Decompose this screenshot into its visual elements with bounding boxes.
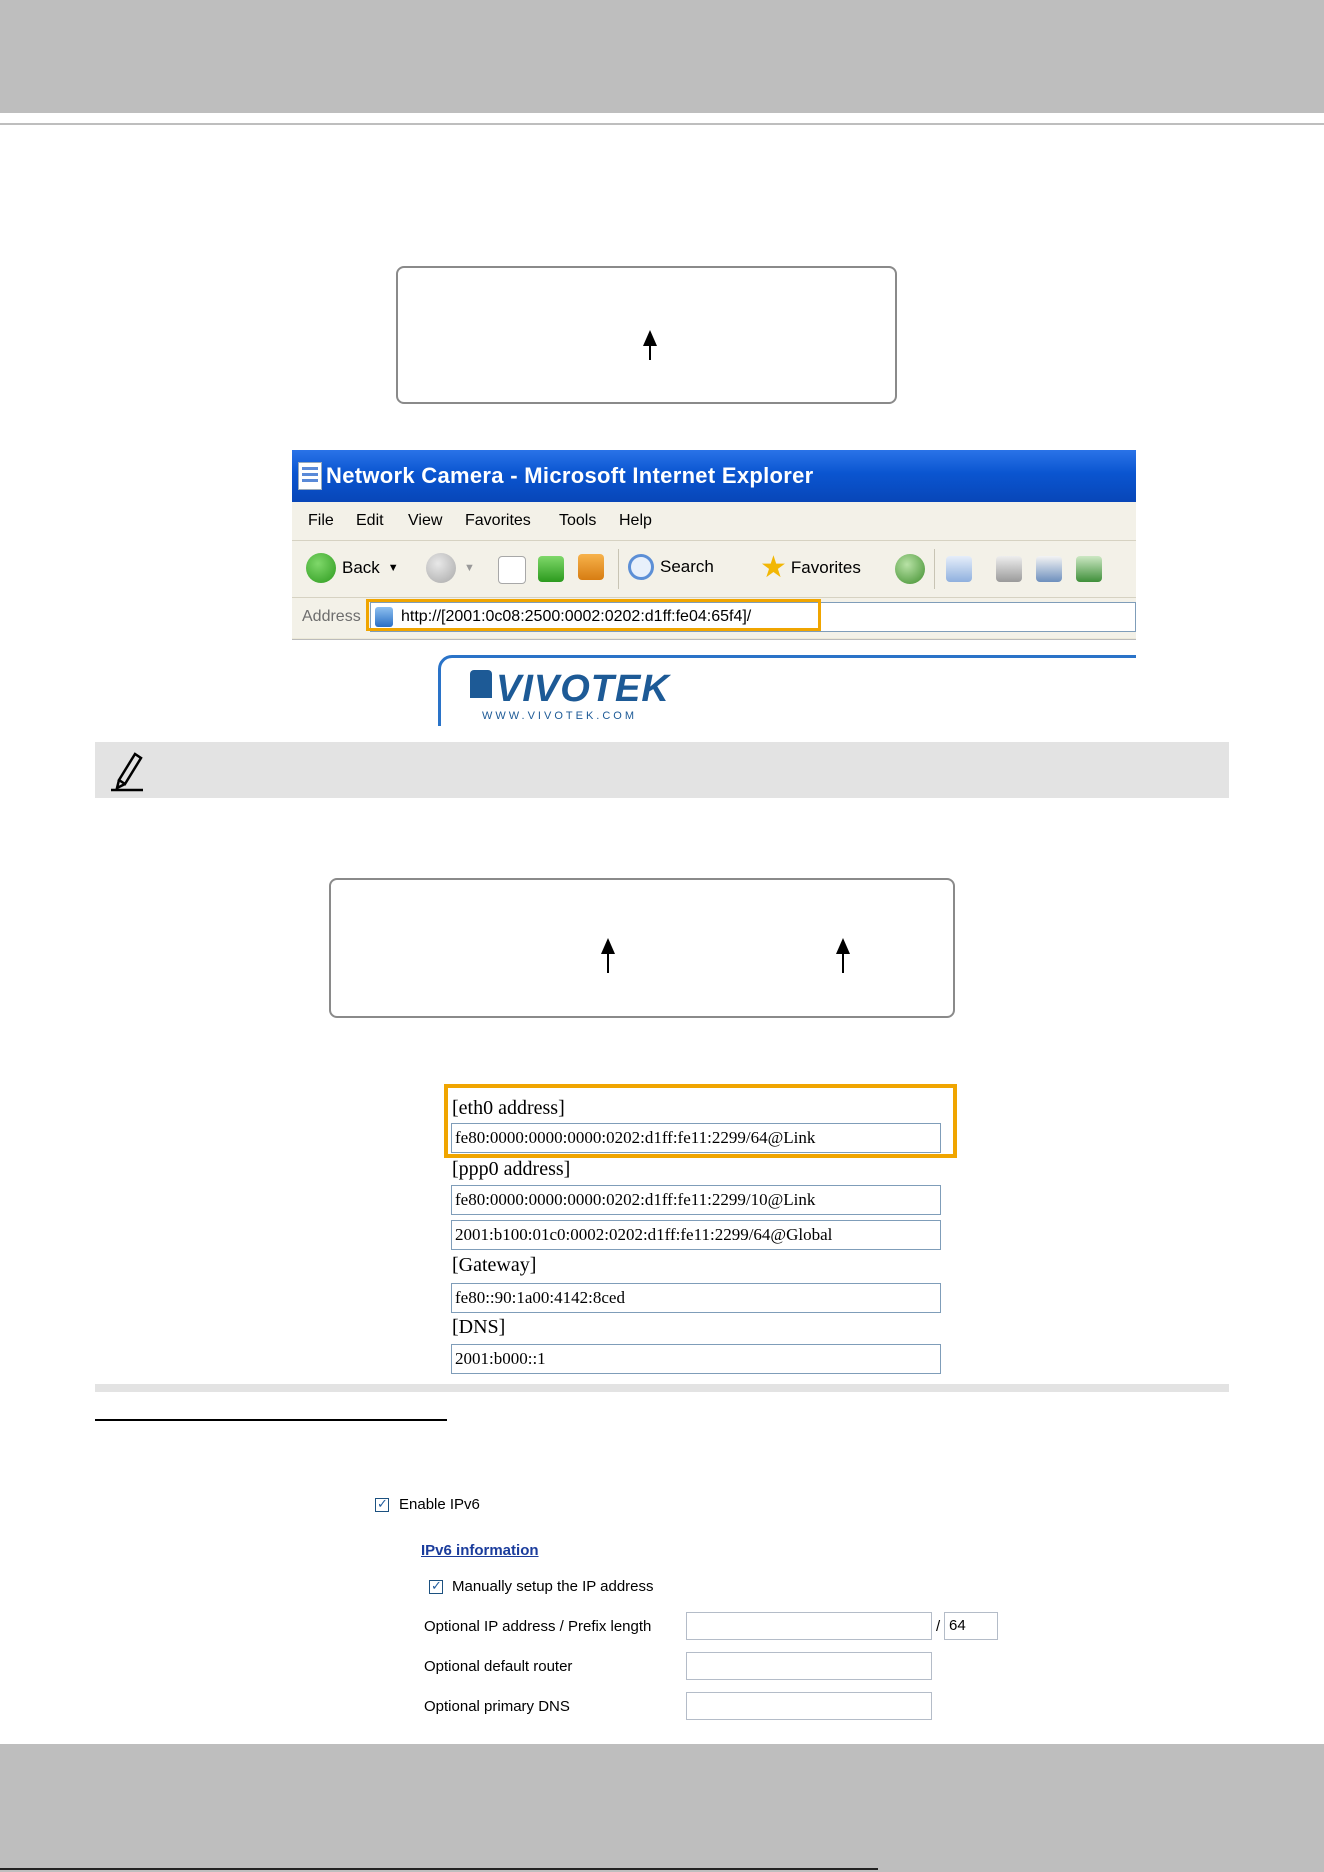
address-url: http://[2001:0c08:2500:0002:0202:d1ff:fe04:65f4]/ [401,608,752,625]
dns-field: 2001:b000::1 [451,1344,941,1374]
dns-label: [DNS] [452,1316,506,1338]
mail-icon[interactable] [946,556,972,582]
address-bar [292,598,1136,638]
ipv6-information-link[interactable]: IPv6 information [421,1542,539,1559]
optional-ip-label: Optional IP address / Prefix length [424,1618,652,1635]
back-button[interactable] [306,553,399,583]
browser-content [292,639,1136,726]
window-icon [298,462,322,490]
favorites-button[interactable] [760,553,861,583]
back-arrow-icon [306,553,336,583]
stop-icon[interactable] [498,556,526,584]
messenger-icon[interactable] [1076,556,1102,582]
browser-title-bar [292,450,1136,502]
forward-button[interactable] [426,553,475,583]
enable-ipv6-label: Enable IPv6 [399,1496,480,1513]
browser-toolbar [292,541,1136,598]
vivotek-logo: VIVOTEK [496,668,670,710]
toolbar-separator [934,549,935,589]
menu-help[interactable]: Help [619,512,652,529]
url-highlight-box [366,599,821,631]
up-arrow-icon [649,344,651,360]
ppp0-address-field-2: 2001:b100:01c0:0002:0202:d1ff:fe11:2299/64@Global [451,1220,941,1250]
header-band [0,0,1324,113]
default-router-label: Optional default router [424,1658,573,1675]
ppp0-address-field-1: fe80:0000:0000:0000:0202:d1ff:fe11:2299/10@Link [451,1185,941,1215]
prefix-separator: / [936,1618,941,1635]
eth0-address-field: fe80:0000:0000:0000:0202:d1ff:fe11:2299/64@Link [451,1123,941,1153]
menu-view[interactable]: View [408,512,443,529]
back-label: Back [342,558,380,577]
star-icon: ★ [760,551,787,584]
menu-favorites[interactable]: Favorites [465,512,531,529]
search-button[interactable] [628,554,714,580]
history-icon[interactable] [895,554,925,584]
enable-ipv6-checkbox[interactable] [375,1498,389,1512]
note-bar [95,742,1229,798]
chevron-down-icon: ▼ [464,562,475,574]
address-label: Address [302,608,361,625]
up-arrow-icon [842,952,844,973]
browser-screenshot [292,450,1136,726]
refresh-icon[interactable] [538,556,564,582]
section-heading-underline [95,1419,447,1421]
search-icon [628,554,654,580]
footer-band [0,1744,1324,1872]
pencil-icon [109,750,145,792]
camera-logo-icon [470,670,492,698]
browser-menu-bar [292,502,1136,541]
edit-icon[interactable] [1036,556,1062,582]
optional-ip-input[interactable] [686,1612,932,1640]
gateway-label: [Gateway] [452,1254,537,1276]
chevron-down-icon: ▼ [387,562,399,574]
search-label: Search [660,557,714,576]
default-router-input[interactable] [686,1652,932,1680]
menu-file[interactable]: File [308,512,334,529]
manual-setup-checkbox[interactable] [429,1580,443,1594]
toolbar-separator [618,549,619,589]
window-title: Network Camera - Microsoft Internet Explorer [326,463,814,488]
primary-dns-input[interactable] [686,1692,932,1720]
manual-setup-label: Manually setup the IP address [452,1578,654,1595]
vivotek-logo-url: WWW.VIVOTEK.COM [482,710,637,722]
prefix-length-input[interactable]: 64 [944,1612,998,1640]
menu-edit[interactable]: Edit [356,512,384,529]
up-arrow-icon [607,952,609,973]
home-icon[interactable] [578,554,604,580]
ppp0-address-label: [ppp0 address] [452,1158,571,1180]
address-callout-box [329,878,955,1018]
print-icon[interactable] [996,556,1022,582]
primary-dns-label: Optional primary DNS [424,1698,570,1715]
forward-arrow-icon [426,553,456,583]
section-divider [95,1384,1229,1392]
gateway-field: fe80::90:1a00:4142:8ced [451,1283,941,1313]
eth0-address-label: [eth0 address] [452,1097,565,1119]
favorites-label: Favorites [790,558,861,577]
menu-tools[interactable]: Tools [559,512,597,529]
footer-line [0,1868,878,1870]
eth0-highlight-box [444,1084,957,1158]
header-divider [0,123,1324,125]
